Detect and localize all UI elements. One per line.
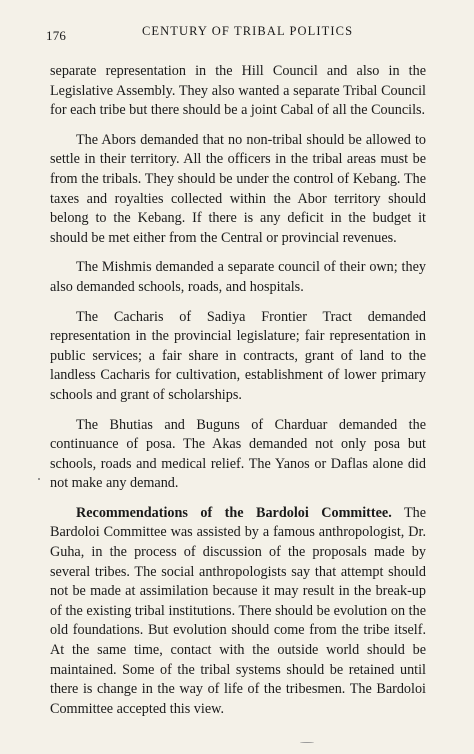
paragraph-text: The Cacharis of Sadiya Frontier Tract demanded representation in the provincial legislature; fair representation in public services; a fair share in contracts, grant of land to the landless Cacharis for cultivation, establishment of lower primary schools and grant of scholarships. bbox=[50, 308, 426, 403]
paragraph-text: The Abors demanded that no non-tribal should be allowed to settle in their territory. All the officers in the tribal areas must be from the tribals. They should be under the control of Kebang. The taxes and royalties collected within the Abor territory should belong to the Kebang. If there is any deficit in the budget it should be met either from the Central or provincial revenues. bbox=[50, 131, 426, 246]
paragraph-bhutias bbox=[50, 416, 426, 494]
paragraph-bardoloi bbox=[50, 504, 426, 720]
running-title: CENTURY OF TRIBAL POLITICS bbox=[142, 24, 354, 38]
page-number: 176 bbox=[46, 28, 67, 43]
paragraph-continued bbox=[50, 62, 426, 121]
paragraph-text: separate representation in the Hill Council and also in the Legislative Assembly. They also wanted a separate Tribal Council for each tribe but there should be a joint Cabal of all the Councils. bbox=[50, 63, 426, 119]
page-header bbox=[46, 22, 434, 42]
paragraph-mishmis bbox=[50, 258, 426, 297]
section-heading: Recommendations of the Bardoloi Committee. bbox=[76, 504, 392, 521]
print-speck bbox=[300, 742, 314, 743]
paragraph-abors bbox=[50, 131, 426, 249]
print-speck bbox=[38, 478, 40, 480]
page-body bbox=[50, 62, 426, 729]
paragraph-text: The Bardoloi Committee was assisted by a famous anthropologist, Dr. Guha, in the process of discussion of the proposals made by several tribes. The social anthropologists say that attempt should not be made at assimilation because it may result in the break-up of the existing tribal institutions. There should be evolution on the old foundations. But evolution should come from the tribe itself. At the same time, contact with the outside world should be maintained. Some of the tribal systems should be retained until there is change in the way of life of the tribesmen. The Bardoloi Committee accepted this view. bbox=[50, 504, 426, 717]
paragraph-text: The Bhutias and Buguns of Charduar demanded the continuance of posa. The Akas demanded not only posa but schools, roads and medical relief. The Yanos or Daflas alone did not make any demand. bbox=[50, 416, 426, 492]
paragraph-cacharis bbox=[50, 308, 426, 406]
paragraph-text: The Mishmis demanded a separate council of their own; they also demanded schools, roads, and hospitals. bbox=[50, 259, 426, 295]
